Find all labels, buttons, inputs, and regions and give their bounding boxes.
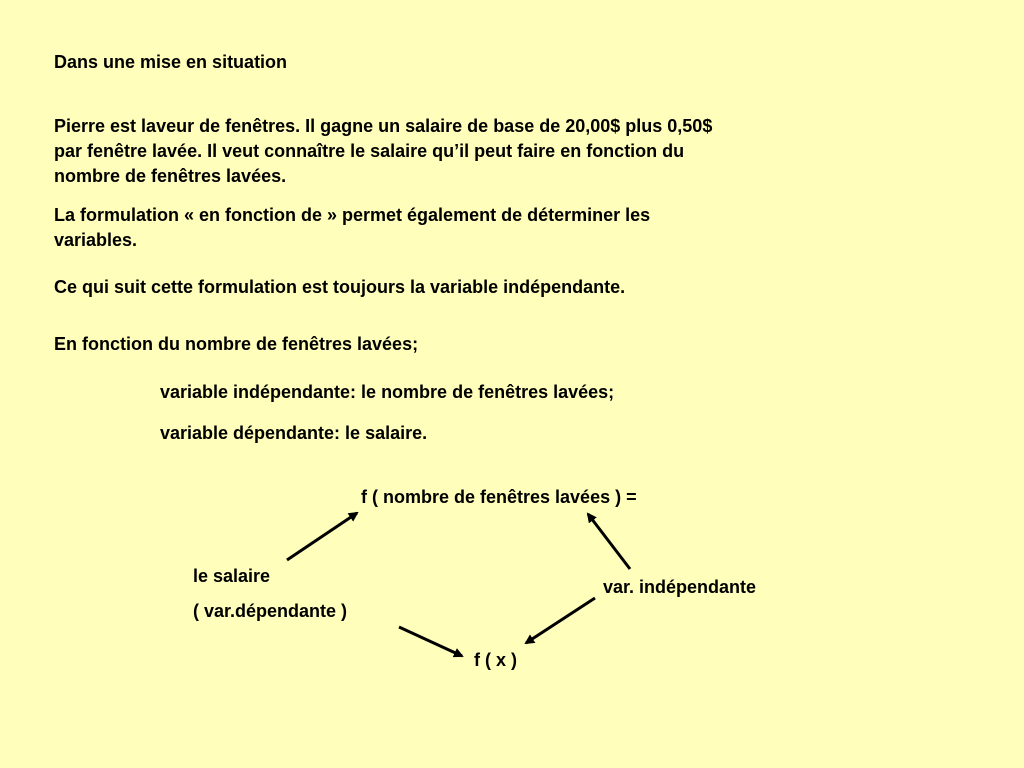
arrow-salary-to-formula (287, 513, 357, 560)
arrow-independent-to-fx (526, 598, 595, 643)
dependent-variable-line: variable dépendante: le salaire. (160, 423, 428, 443)
independent-variable-line: variable indépendante: le nombre de fenêtres lavées; (160, 382, 615, 402)
rule-statement: Ce qui suit cette formulation est toujours la variable indépendante. (54, 277, 626, 297)
function-notation: f ( x ) (474, 650, 517, 670)
dependent-variable-label: ( var.dépendante ) (193, 601, 348, 621)
problem-line-2: par fenêtre lavée. Il veut connaître le salaire qu’il peut faire en fonction du (54, 141, 685, 161)
formulation-line-1: La formulation « en fonction de » permet également de déterminer les (54, 205, 651, 225)
problem-paragraph (54, 114, 934, 189)
arrow-independent-to-formula (588, 514, 630, 569)
heading: Dans une mise en situation (54, 52, 288, 72)
arrow-dependent-to-fx (399, 627, 462, 656)
formulation-line-2: variables. (54, 230, 138, 250)
salary-label: le salaire (193, 566, 271, 586)
formulation-paragraph (54, 203, 934, 253)
problem-line-1: Pierre est laveur de fenêtres. Il gagne un salaire de base de 20,00$ plus 0,50$ (54, 116, 713, 136)
independent-variable-label: var. indépendante (603, 577, 757, 597)
function-formula: f ( nombre de fenêtres lavées ) = (361, 487, 637, 507)
example-statement: En fonction du nombre de fenêtres lavées; (54, 334, 419, 354)
problem-line-3: nombre de fenêtres lavées. (54, 166, 287, 186)
